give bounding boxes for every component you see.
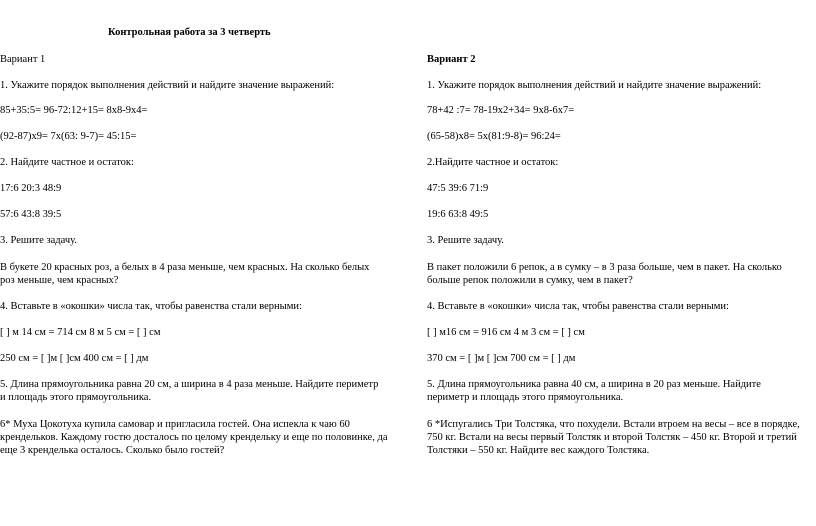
v1-q1-line1: 85+35:5= 96-72:12+15= 8х8-9х4= [0, 105, 148, 116]
v1-q1-line2: (92-87)х9= 7х(63: 9-7)= 45:15= [0, 131, 137, 142]
v2-q1-line2: (65-58)х8= 5х(81:9-8)= 96:24= [427, 131, 561, 142]
v2-q4-line1: [ ] м16 см = 916 см 4 м 3 см = [ ] см [427, 327, 585, 338]
v1-q1-header: 1. Укажите порядок выполнения действий и найдите значение выражений: [0, 80, 335, 91]
v2-q2-line2: 19:6 63:8 49:5 [427, 209, 489, 220]
v1-q4-line1: [ ] м 14 см = 714 см 8 м 5 см = [ ] см [0, 327, 161, 338]
v1-q2-header: 2. Найдите частное и остаток: [0, 157, 134, 168]
document-title: Контрольная работа за 3 четверть [108, 27, 271, 38]
v1-q3-text: В букете 20 красных роз, а белых в 4 раза меньше, чем красных. На сколько белых роз меньше, чем красных? [0, 262, 370, 286]
v2-q1-header: 1. Укажите порядок выполнения действий и найдите значение выражений: [427, 80, 762, 91]
v2-q2-line1: 47:5 39:6 71:9 [427, 183, 489, 194]
v2-q1-line1: 78+42 :7= 78-19х2+34= 9х8-6х7= [427, 105, 575, 116]
v2-q6-text: 6 *Испугались Три Толстяка, что похудели. Встали втроем на весы – все в порядке, 750 кг. Встали на весы первый Толстяк и второй Толстяк – 450 кг. Второй и третий Толстяки – 550 кг. Найдите вес каждого Толстяка. [427, 419, 800, 456]
v1-q6-text: 6* Муха Цокотуха купила самовар и пригласила гостей. Она испекла к чаю 60 крендельков. Каждому гостю досталось по целому крендельку и еще по половинке, да еще 3 кренделька осталось. Сколько было гостей? [0, 419, 388, 456]
variant-2-heading: Вариант 2 [427, 54, 476, 65]
v2-q3-text: В пакет положили 6 репок, а в сумку – в 3 раза больше, чем в пакет. На сколько больше репок положили в сумку, чем в пакет? [427, 262, 782, 286]
v1-q3-header: 3. Решите задачу. [0, 235, 77, 246]
v2-q4-header: 4. Вставьте в «окошки» числа так, чтобы равенства стали верными: [427, 301, 729, 312]
v1-q4-line2: 250 см = [ ]м [ ]см 400 см = [ ] дм [0, 353, 149, 364]
v1-q4-header: 4. Вставьте в «окошки» числа так, чтобы равенства стали верными: [0, 301, 302, 312]
v1-q5-text: 5. Длина прямоугольника равна 20 см, а ширина в 4 раза меньше. Найдите периметр и площадь этого прямоугольника. [0, 379, 379, 403]
v1-q2-line1: 17:6 20:3 48:9 [0, 183, 62, 194]
v2-q2-header: 2.Найдите частное и остаток: [427, 157, 559, 168]
v2-q4-line2: 370 см = [ ]м [ ]см 700 см = [ ] дм [427, 353, 576, 364]
v1-q2-line2: 57:6 43:8 39:5 [0, 209, 62, 220]
v2-q3-header: 3. Решите задачу. [427, 235, 504, 246]
v2-q5-text: 5. Длина прямоугольника равна 40 см, а ширина в 20 раз меньше. Найдите периметр и площадь этого прямоугольника. [427, 379, 761, 403]
variant-1-heading: Вариант 1 [0, 54, 46, 65]
